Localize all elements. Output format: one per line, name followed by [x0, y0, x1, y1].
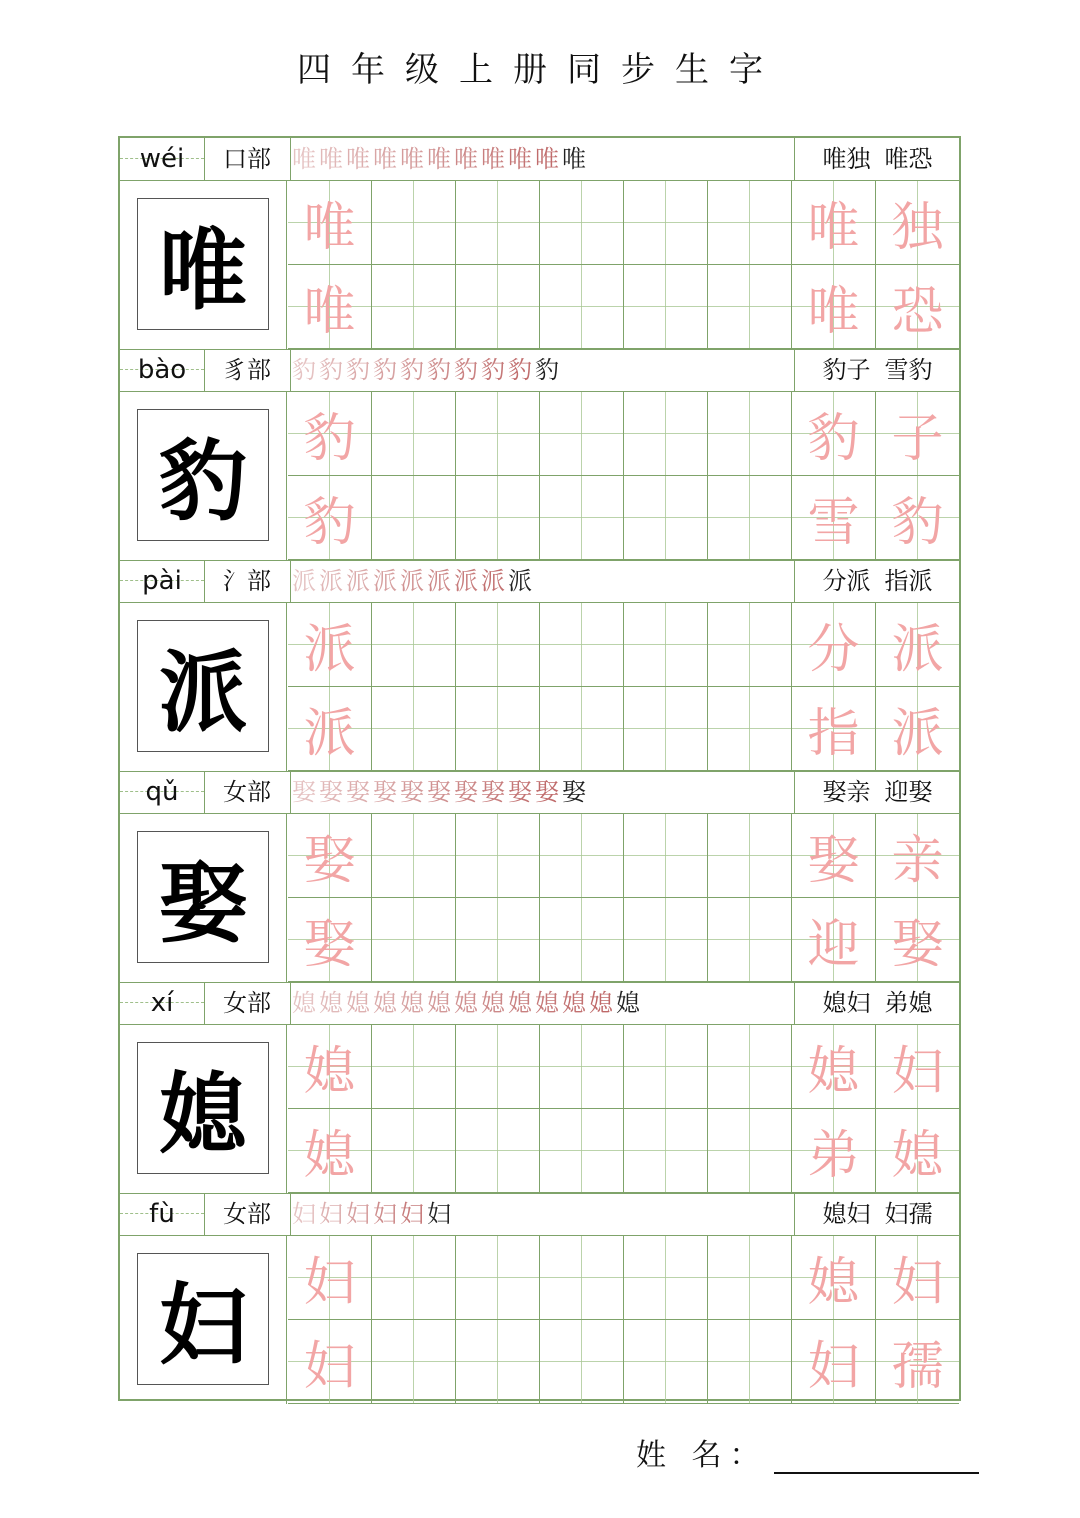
trace-character: 派 — [303, 704, 356, 764]
stroke-step: 派 — [373, 567, 398, 595]
stroke-order — [292, 138, 792, 180]
stroke-step: 派 — [481, 567, 506, 595]
word-practice-cell[interactable] — [876, 392, 959, 476]
pinyin: fù — [149, 1199, 175, 1229]
stroke-step: 娶 — [454, 778, 479, 806]
writing-cell[interactable] — [624, 265, 708, 349]
word-practice-cell[interactable] — [792, 1320, 876, 1404]
row-header — [120, 771, 959, 814]
writing-cell[interactable] — [456, 1320, 540, 1404]
stroke-step: 媳 — [562, 989, 587, 1017]
model-character: 豹 — [158, 429, 247, 533]
stroke-order — [292, 771, 792, 813]
word-practice-cell[interactable] — [876, 603, 959, 687]
example-word: 妇孺 — [884, 1200, 933, 1228]
example-word: 指派 — [884, 567, 933, 595]
trace-character: 恐 — [891, 282, 944, 342]
trace-character: 豹 — [807, 409, 860, 469]
model-character-box — [137, 1253, 269, 1385]
writing-cell[interactable] — [624, 898, 708, 982]
writing-cell[interactable] — [456, 687, 540, 771]
writing-cell[interactable] — [624, 1109, 708, 1193]
writing-cell[interactable] — [540, 1236, 624, 1320]
writing-cell[interactable] — [708, 392, 792, 476]
trace-character: 妇 — [303, 1337, 356, 1397]
stroke-step: 妇 — [373, 1200, 398, 1228]
radical: 氵部 — [223, 567, 271, 595]
pinyin: bào — [137, 355, 187, 385]
stroke-step: 豹 — [427, 356, 452, 384]
pinyin: qǔ — [145, 777, 179, 807]
word-practice-cell[interactable] — [876, 898, 959, 982]
stroke-step: 媳 — [319, 989, 344, 1017]
writing-cell[interactable] — [372, 898, 456, 982]
model-character: 媳 — [158, 1062, 247, 1166]
writing-cell[interactable] — [540, 265, 624, 349]
word-practice-cell[interactable] — [876, 1320, 959, 1404]
stroke-step: 妇 — [400, 1200, 425, 1228]
stroke-step: 媳 — [616, 989, 641, 1017]
example-words — [796, 982, 959, 1024]
row-header — [120, 138, 959, 181]
model-character: 妇 — [158, 1273, 247, 1377]
word-practice-cell[interactable] — [876, 181, 959, 265]
trace-character: 独 — [891, 198, 944, 258]
writing-cell[interactable] — [372, 265, 456, 349]
character-row — [120, 349, 959, 560]
example-words — [796, 1193, 959, 1235]
word-practice-cell[interactable] — [792, 898, 876, 982]
stroke-step: 娶 — [427, 778, 452, 806]
stroke-step: 豹 — [319, 356, 344, 384]
stroke-step: 娶 — [373, 778, 398, 806]
writing-cell[interactable] — [540, 898, 624, 982]
writing-cell[interactable] — [540, 1109, 624, 1193]
character-row — [120, 560, 959, 771]
word-practice-cell[interactable] — [876, 687, 959, 771]
stroke-step: 唯 — [508, 145, 533, 173]
writing-cell[interactable] — [456, 898, 540, 982]
trace-character: 妇 — [807, 1337, 860, 1397]
row-header — [120, 560, 959, 603]
stroke-step: 唯 — [319, 145, 344, 173]
writing-cell[interactable] — [540, 1320, 624, 1404]
writing-cell[interactable] — [372, 1320, 456, 1404]
word-practice-cell[interactable] — [792, 476, 876, 560]
pinyin: wéi — [139, 144, 185, 174]
writing-cell[interactable] — [372, 1109, 456, 1193]
trace-character: 媳 — [807, 1253, 860, 1313]
stroke-step: 派 — [454, 567, 479, 595]
writing-cell[interactable] — [624, 814, 708, 898]
stroke-step: 媳 — [427, 989, 452, 1017]
example-words — [796, 349, 959, 391]
pinyin: pài — [142, 566, 182, 596]
trace-character: 娶 — [303, 915, 356, 975]
writing-cell[interactable] — [288, 1025, 372, 1109]
writing-cell[interactable] — [456, 1109, 540, 1193]
writing-cell[interactable] — [540, 687, 624, 771]
practice-area — [120, 603, 959, 772]
writing-cell[interactable] — [624, 1236, 708, 1320]
word-practice-cell[interactable] — [876, 476, 959, 560]
radical: 口部 — [223, 145, 271, 173]
trace-character: 媳 — [807, 1042, 860, 1102]
word-practice-cell[interactable] — [792, 687, 876, 771]
writing-cell[interactable] — [540, 476, 624, 560]
trace-character: 娶 — [807, 831, 860, 891]
trace-character: 子 — [891, 409, 944, 469]
row-header — [120, 1193, 959, 1236]
row-header — [120, 982, 959, 1025]
character-row — [120, 1193, 959, 1404]
example-word: 雪豹 — [884, 356, 933, 384]
stroke-step: 唯 — [535, 145, 560, 173]
practice-area — [120, 1236, 959, 1404]
page-title: 四年级上册同步生字 — [297, 50, 783, 90]
trace-character: 唯 — [303, 282, 356, 342]
stroke-step: 豹 — [535, 356, 560, 384]
stroke-step: 豹 — [292, 356, 317, 384]
writing-cell[interactable] — [708, 1109, 792, 1193]
stroke-order — [292, 1193, 792, 1235]
stroke-step: 唯 — [373, 145, 398, 173]
stroke-step: 唯 — [346, 145, 371, 173]
writing-cell[interactable] — [288, 181, 372, 265]
stroke-step: 媳 — [346, 989, 371, 1017]
writing-cell[interactable] — [288, 687, 372, 771]
writing-cell[interactable] — [372, 1236, 456, 1320]
stroke-step: 派 — [346, 567, 371, 595]
example-words — [796, 138, 959, 180]
trace-character: 妇 — [891, 1042, 944, 1102]
name-blank-line[interactable] — [774, 1444, 979, 1474]
writing-cell[interactable] — [540, 181, 624, 265]
stroke-step: 派 — [508, 567, 533, 595]
writing-cell[interactable] — [708, 1320, 792, 1404]
trace-character: 媳 — [303, 1126, 356, 1186]
stroke-order — [292, 560, 792, 602]
trace-character: 派 — [303, 620, 356, 680]
writing-cell[interactable] — [624, 687, 708, 771]
radical: 女部 — [223, 1200, 271, 1228]
trace-character: 妇 — [891, 1253, 944, 1313]
practice-area — [120, 392, 959, 561]
stroke-step: 媳 — [454, 989, 479, 1017]
stroke-step: 豹 — [508, 356, 533, 384]
writing-cell[interactable] — [708, 181, 792, 265]
example-word: 豹子 — [822, 356, 871, 384]
writing-cell[interactable] — [372, 603, 456, 687]
character-row — [120, 138, 959, 349]
word-practice-cell[interactable] — [876, 1236, 959, 1320]
trace-character: 亲 — [891, 831, 944, 891]
example-word: 唯独 — [822, 145, 871, 173]
word-practice-cell[interactable] — [792, 603, 876, 687]
stroke-step: 唯 — [400, 145, 425, 173]
stroke-step: 唯 — [454, 145, 479, 173]
writing-cell[interactable] — [288, 1109, 372, 1193]
stroke-step: 豹 — [346, 356, 371, 384]
writing-cell[interactable] — [624, 392, 708, 476]
word-practice-cell[interactable] — [792, 181, 876, 265]
trace-character: 妇 — [303, 1253, 356, 1313]
word-practice-cell[interactable] — [876, 1025, 959, 1109]
writing-cell[interactable] — [540, 392, 624, 476]
writing-cell[interactable] — [540, 603, 624, 687]
writing-cell[interactable] — [288, 814, 372, 898]
trace-character: 孺 — [891, 1337, 944, 1397]
writing-cell[interactable] — [708, 1236, 792, 1320]
writing-cell[interactable] — [288, 1236, 372, 1320]
word-practice-cell[interactable] — [792, 265, 876, 349]
stroke-order — [292, 349, 792, 391]
stroke-step: 派 — [319, 567, 344, 595]
word-practice-cell[interactable] — [792, 814, 876, 898]
stroke-step: 媳 — [508, 989, 533, 1017]
stroke-step: 豹 — [454, 356, 479, 384]
stroke-step: 妇 — [292, 1200, 317, 1228]
writing-cell[interactable] — [288, 898, 372, 982]
stroke-step: 媳 — [481, 989, 506, 1017]
word-practice-cell[interactable] — [876, 265, 959, 349]
stroke-step: 娶 — [292, 778, 317, 806]
writing-cell[interactable] — [708, 476, 792, 560]
trace-character: 媳 — [303, 1042, 356, 1102]
writing-cell[interactable] — [372, 1025, 456, 1109]
writing-cell[interactable] — [372, 476, 456, 560]
writing-cell[interactable] — [456, 1236, 540, 1320]
practice-area — [120, 181, 959, 350]
example-words — [796, 771, 959, 813]
stroke-step: 唯 — [562, 145, 587, 173]
writing-cell[interactable] — [708, 687, 792, 771]
stroke-step: 唯 — [481, 145, 506, 173]
writing-cell[interactable] — [624, 603, 708, 687]
writing-cell[interactable] — [624, 1320, 708, 1404]
stroke-step: 派 — [400, 567, 425, 595]
word-practice-cell[interactable] — [792, 392, 876, 476]
writing-cell[interactable] — [456, 265, 540, 349]
model-character: 唯 — [158, 218, 247, 322]
stroke-step: 娶 — [508, 778, 533, 806]
word-practice-cell[interactable] — [792, 1109, 876, 1193]
writing-cell[interactable] — [372, 181, 456, 265]
stroke-step: 媳 — [400, 989, 425, 1017]
stroke-step: 妇 — [427, 1200, 452, 1228]
stroke-step: 豹 — [373, 356, 398, 384]
trace-character: 迎 — [807, 915, 860, 975]
stroke-step: 媳 — [535, 989, 560, 1017]
practice-area — [120, 814, 959, 983]
trace-character: 弟 — [807, 1126, 860, 1186]
character-row — [120, 982, 959, 1193]
example-words — [796, 560, 959, 602]
stroke-step: 娶 — [535, 778, 560, 806]
stroke-step: 派 — [427, 567, 452, 595]
trace-character: 娶 — [891, 915, 944, 975]
writing-cell[interactable] — [540, 814, 624, 898]
model-character-box — [137, 198, 269, 330]
writing-cell[interactable] — [456, 181, 540, 265]
word-practice-cell[interactable] — [792, 1236, 876, 1320]
model-character-box — [137, 831, 269, 963]
word-practice-cell[interactable] — [876, 1109, 959, 1193]
writing-cell[interactable] — [708, 1025, 792, 1109]
writing-cell[interactable] — [288, 603, 372, 687]
practice-area — [120, 1025, 959, 1194]
stroke-step: 媳 — [373, 989, 398, 1017]
name-label: 姓 名： — [636, 1438, 768, 1473]
model-character-box — [137, 620, 269, 752]
stroke-step: 派 — [292, 567, 317, 595]
writing-cell[interactable] — [456, 392, 540, 476]
writing-cell[interactable] — [456, 603, 540, 687]
model-character: 娶 — [158, 851, 247, 955]
stroke-step: 妇 — [346, 1200, 371, 1228]
example-word: 弟媳 — [884, 989, 933, 1017]
pinyin: xí — [150, 988, 174, 1018]
model-character-box — [137, 409, 269, 541]
writing-cell[interactable] — [456, 1025, 540, 1109]
writing-cell[interactable] — [624, 1025, 708, 1109]
stroke-step: 娶 — [562, 778, 587, 806]
radical: 豸部 — [223, 356, 271, 384]
stroke-order — [292, 982, 792, 1024]
example-word: 娶亲 — [822, 778, 871, 806]
writing-cell[interactable] — [708, 814, 792, 898]
example-word: 唯恐 — [884, 145, 933, 173]
stroke-step: 豹 — [481, 356, 506, 384]
word-practice-cell[interactable] — [876, 814, 959, 898]
row-header — [120, 349, 959, 392]
stroke-step: 娶 — [400, 778, 425, 806]
trace-character: 雪 — [807, 493, 860, 553]
writing-cell[interactable] — [372, 814, 456, 898]
example-word: 迎娶 — [884, 778, 933, 806]
trace-character: 唯 — [807, 198, 860, 258]
stroke-step: 豹 — [400, 356, 425, 384]
trace-character: 豹 — [303, 409, 356, 469]
writing-cell[interactable] — [624, 476, 708, 560]
radical: 女部 — [223, 989, 271, 1017]
trace-character: 唯 — [807, 282, 860, 342]
model-character: 派 — [158, 640, 247, 744]
trace-character: 豹 — [303, 493, 356, 553]
stroke-step: 媳 — [292, 989, 317, 1017]
stroke-step: 媳 — [589, 989, 614, 1017]
trace-character: 豹 — [891, 493, 944, 553]
stroke-step: 娶 — [481, 778, 506, 806]
writing-cell[interactable] — [624, 181, 708, 265]
example-word: 媳妇 — [822, 1200, 871, 1228]
writing-cell[interactable] — [288, 1320, 372, 1404]
character-row — [120, 771, 959, 982]
writing-cell[interactable] — [456, 476, 540, 560]
writing-cell[interactable] — [372, 687, 456, 771]
stroke-step: 娶 — [319, 778, 344, 806]
name-field[interactable] — [636, 1430, 979, 1474]
trace-character: 媳 — [891, 1126, 944, 1186]
model-character-box — [137, 1042, 269, 1174]
trace-character: 娶 — [303, 831, 356, 891]
writing-cell[interactable] — [456, 814, 540, 898]
word-practice-cell[interactable] — [792, 1025, 876, 1109]
example-word: 分派 — [822, 567, 871, 595]
writing-cell[interactable] — [708, 603, 792, 687]
writing-cell[interactable] — [540, 1025, 624, 1109]
writing-cell[interactable] — [708, 898, 792, 982]
writing-cell[interactable] — [708, 265, 792, 349]
worksheet-grid — [118, 136, 961, 1401]
example-word: 媳妇 — [822, 989, 871, 1017]
radical: 女部 — [223, 778, 271, 806]
stroke-step: 妇 — [319, 1200, 344, 1228]
trace-character: 派 — [891, 704, 944, 764]
writing-cell[interactable] — [288, 476, 372, 560]
stroke-step: 娶 — [346, 778, 371, 806]
stroke-step: 唯 — [292, 145, 317, 173]
trace-character: 指 — [807, 704, 860, 764]
writing-cell[interactable] — [288, 392, 372, 476]
trace-character: 派 — [891, 620, 944, 680]
stroke-step: 唯 — [427, 145, 452, 173]
writing-cell[interactable] — [372, 392, 456, 476]
trace-character: 唯 — [303, 198, 356, 258]
trace-character: 分 — [807, 620, 860, 680]
writing-cell[interactable] — [288, 265, 372, 349]
